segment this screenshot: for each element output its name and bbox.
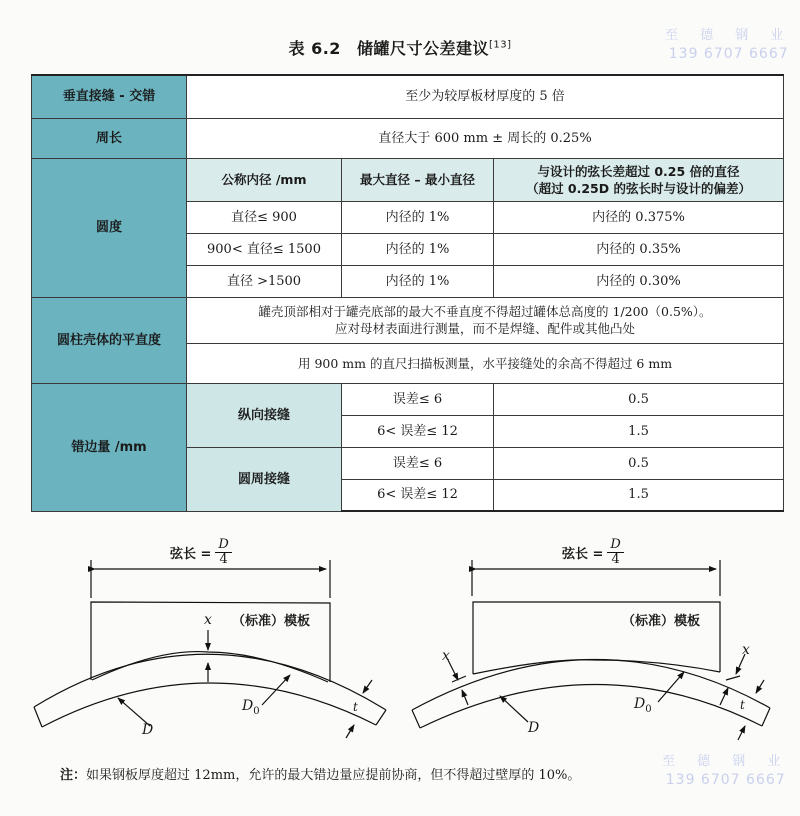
fraction-denominator: 4 (611, 552, 620, 567)
symbol-t: t (353, 700, 358, 714)
row-roundness-header (32, 158, 784, 201)
row-circumference (32, 118, 784, 158)
reference-marker: [13] (488, 39, 512, 51)
roundness-max-min: 内径的 1% (342, 233, 494, 265)
roundness-chord: 内径的 0.375% (494, 201, 784, 233)
watermark-name: 至 德 钢 业 (662, 754, 790, 769)
table-row (32, 383, 784, 415)
symbol-d0 (242, 698, 260, 717)
misalignment-value: 0.5 (494, 447, 784, 479)
roundness-label: 圆度 (32, 158, 187, 297)
roundness-header-diameter: 公称内径 /mm (187, 158, 342, 201)
roundness-chord: 内径的 0.30% (494, 265, 784, 297)
table-title-text: 储罐尺寸公差建议 (356, 39, 489, 58)
table-number: 表 6.2 (288, 39, 341, 58)
symbol-d0-base: D (242, 698, 254, 714)
roundness-diameter: 900< 直径≤ 1500 (187, 233, 342, 265)
vertical-seam-value: 至少为较厚板材厚度的 5 倍 (187, 75, 784, 118)
fraction-numerator: D (215, 538, 231, 553)
diagram-flat (400, 530, 800, 750)
fraction-d-over-4 (215, 538, 231, 567)
watermark-phone: 139 6707 6667 (668, 46, 789, 62)
watermark-name: 至 德 钢 业 (665, 28, 793, 43)
symbol-x-right: x (742, 642, 750, 658)
straightness-line1: 罐壳顶部相对于罐壳底部的最大不垂直度不得超过罐体总高度的 1/200（0.5%）。 (258, 304, 712, 319)
roundness-diameter: 直径 >1500 (187, 265, 342, 297)
watermark-phone: 139 6707 6667 (665, 772, 786, 788)
symbol-d: D (142, 722, 154, 738)
chord-length-label (170, 538, 232, 567)
chord-length-text: 弦长 = (170, 547, 212, 562)
symbol-d0-base: D (634, 696, 646, 712)
roundness-header-chord-line2: （超过 0.25D 的弦长时与设计的偏差） (526, 180, 751, 196)
chord-length-label (562, 538, 624, 567)
symbol-t: t (740, 698, 745, 712)
footnote-text: 如果钢板厚度超过 12mm，允许的最大错边量应提前协商，但不得超过壁厚的 10%。 (86, 768, 581, 783)
fraction-d-over-4 (607, 538, 623, 567)
row-vertical-seam (32, 75, 784, 118)
straightness-note (187, 297, 784, 343)
symbol-x-left: x (442, 648, 450, 664)
symbol-x: x (204, 612, 212, 628)
roundness-header-chord (494, 158, 784, 201)
misalignment-range: 6< 误差≤ 12 (342, 415, 494, 447)
roundness-diameter: 直径≤ 900 (187, 201, 342, 233)
symbol-d: D (528, 720, 540, 736)
footnote (60, 764, 580, 783)
roundness-header-chord-line1: 与设计的弦长差超过 0.25 倍的直径 (537, 163, 740, 179)
watermark-top (665, 26, 792, 64)
roundness-chord: 内径的 0.35% (494, 233, 784, 265)
roundness-max-min: 内径的 1% (342, 265, 494, 297)
misalignment-group-circumferential: 圆周接缝 (187, 447, 342, 511)
chord-length-text: 弦长 = (562, 547, 604, 562)
symbol-d0-subscript: 0 (253, 705, 260, 717)
misalignment-range: 误差≤ 6 (342, 447, 494, 479)
symbol-d0 (634, 696, 652, 715)
straightness-line2: 应对母材表面进行测量，而不是焊缝、配件或其他凸处 (335, 321, 636, 336)
template-label: （标准）模板 (622, 614, 701, 629)
roundness-header-max-min: 最大直径 – 最小直径 (342, 158, 494, 201)
circumference-value: 直径大于 600 mm ± 周长的 0.25% (187, 118, 784, 158)
misalignment-label: 错边量 /mm (32, 383, 187, 511)
misalignment-value: 0.5 (494, 383, 784, 415)
watermark-bottom (662, 752, 789, 790)
fraction-numerator: D (607, 538, 623, 553)
diagram-peaking (20, 530, 400, 750)
vertical-seam-label: 垂直接缝 - 交错 (32, 75, 187, 118)
roundness-max-min: 内径的 1% (342, 201, 494, 233)
template-label: （标准）模板 (232, 614, 311, 629)
fraction-denominator: 4 (219, 552, 228, 567)
footnote-label: 注： (60, 768, 87, 783)
straightness-line3: 用 900 mm 的直尺扫描板测量，水平接缝处的余高不得超过 6 mm (187, 343, 784, 383)
row-straightness-1 (32, 297, 784, 343)
tolerance-table (31, 74, 784, 512)
misalignment-range: 误差≤ 6 (342, 383, 494, 415)
misalignment-value: 1.5 (494, 479, 784, 511)
circumference-label: 周长 (32, 118, 187, 158)
misalignment-group-longitudinal: 纵向接缝 (187, 383, 342, 447)
symbol-d0-subscript: 0 (645, 703, 652, 715)
misalignment-range: 6< 误差≤ 12 (342, 479, 494, 511)
misalignment-value: 1.5 (494, 415, 784, 447)
straightness-label: 圆柱壳体的平直度 (32, 297, 187, 383)
